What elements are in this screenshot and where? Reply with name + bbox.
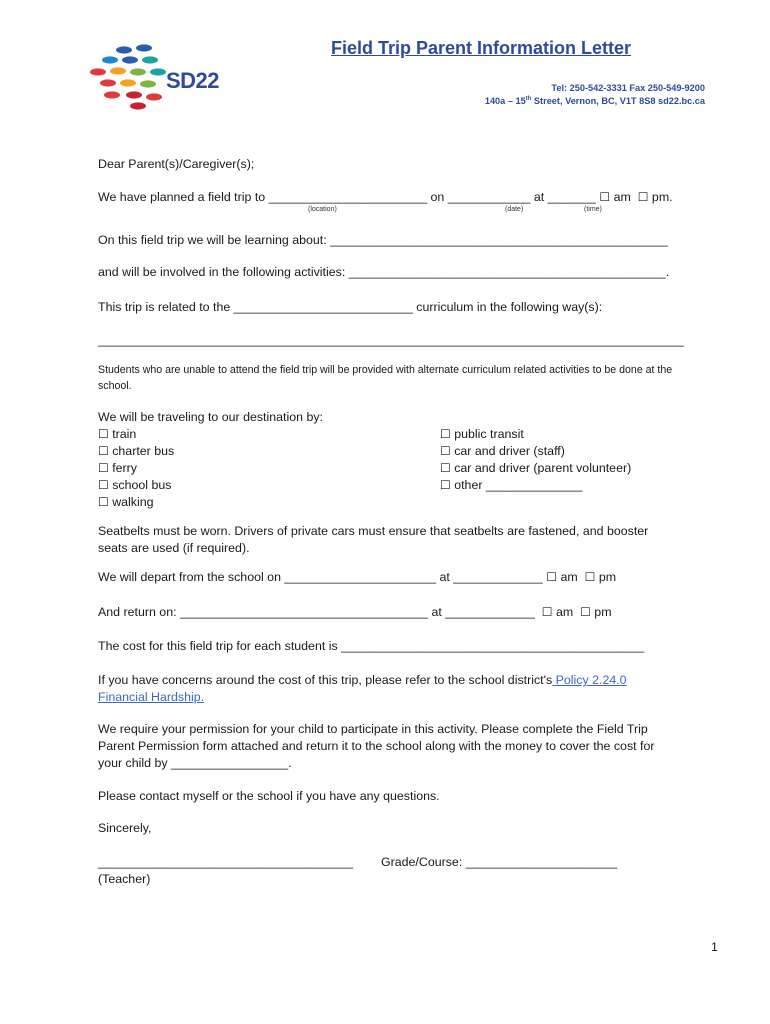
hint-date: (date)	[505, 206, 524, 213]
sd22-logo	[86, 42, 246, 114]
checkbox-icon: ☐	[440, 427, 451, 441]
transport-options-left	[98, 426, 174, 511]
checkbox-icon: ☐	[440, 461, 451, 475]
hint-location: (location)	[308, 206, 337, 213]
transport-option[interactable]: ☐ walking	[98, 495, 154, 509]
depart-am-checkbox[interactable]: ☐	[546, 570, 558, 584]
curriculum-blank-line: _____________________________________________________________________________________	[98, 333, 684, 347]
cost-concerns-paragraph: If you have concerns around the cost of this trip, please refer to the school district's Policy 2.24.0 Financial Hardship.	[98, 673, 627, 704]
policy-link[interactable]: Policy 2.24.0	[552, 673, 627, 687]
depart-pm-checkbox[interactable]: ☐	[584, 570, 596, 584]
activities-line: and will be involved in the following activities: ______________________________________________.	[98, 265, 670, 279]
checkbox-icon: ☐	[98, 495, 109, 509]
transport-option[interactable]: ☐ school bus	[98, 478, 172, 492]
transport-option[interactable]: ☐ train	[98, 427, 137, 441]
checkbox-icon: ☐	[440, 444, 451, 458]
checkbox-icon: ☐	[98, 444, 109, 458]
return-am-checkbox[interactable]: ☐	[541, 605, 553, 619]
transport-option[interactable]: ☐ ferry	[98, 461, 138, 475]
permission-paragraph: We require your permission for your child to participate in this activity. Please complete the Field Trip Parent Permission form attached and return it to the school along with the money to cover the cost for your child by _________________.	[98, 722, 655, 770]
financial-hardship-link[interactable]: Financial Hardship.	[98, 690, 205, 704]
transport-option[interactable]: ☐ car and driver (parent volunteer)	[440, 461, 632, 475]
signature-line: _____________________________________	[98, 855, 353, 869]
transport-option[interactable]: ☐ car and driver (staff)	[440, 444, 565, 458]
checkbox-icon: ☐	[98, 461, 109, 475]
seatbelt-notice: Seatbelts must be worn. Drivers of private cars must ensure that seatbelts are fastened, and booster seats are used (if required).	[98, 524, 649, 555]
checkbox-icon: ☐	[440, 478, 451, 492]
planned-trip-line: We have planned a field trip to _______________________ on ____________ at _______ ☐ am ☐ pm.	[98, 190, 673, 204]
logo-text: SD22	[166, 68, 220, 93]
teacher-label: (Teacher)	[98, 872, 151, 886]
pm-checkbox[interactable]: ☐	[637, 190, 649, 204]
contact-line: Please contact myself or the school if you have any questions.	[98, 789, 440, 803]
return-line: And return on: ____________________________________ at _____________ ☐ am ☐ pm	[98, 605, 612, 619]
transport-option[interactable]: ☐ other ______________	[440, 478, 583, 492]
transport-option[interactable]: ☐ charter bus	[98, 444, 175, 458]
travel-heading: We will be traveling to our destination by:	[98, 410, 323, 424]
cost-line: The cost for this field trip for each student is ____________________________________________	[98, 639, 645, 653]
alternate-activities-note: Students who are unable to attend the field trip will be provided with alternate curriculum related activities to be done at the school.	[98, 364, 673, 392]
page-number: 1	[711, 940, 718, 954]
contact-phone: Tel: 250-542-3331 Fax 250-549-9200	[551, 83, 705, 93]
learning-line: On this field trip we will be learning about: _________________________________________________	[98, 233, 668, 247]
contact-address: 140a – 15th Street, Vernon, BC, V1T 8S8 sd22.bc.ca	[484, 96, 705, 107]
salutation: Dear Parent(s)/Caregiver(s);	[98, 157, 255, 171]
grade-course-line: Grade/Course: ______________________	[381, 855, 618, 869]
curriculum-line: This trip is related to the __________________________ curriculum in the following way(s):	[98, 300, 603, 314]
transport-options-right	[440, 426, 631, 494]
checkbox-icon: ☐	[98, 478, 109, 492]
am-checkbox[interactable]: ☐	[599, 190, 611, 204]
closing: Sincerely,	[98, 821, 152, 835]
letter-title: Field Trip Parent Information Letter	[331, 38, 632, 58]
return-pm-checkbox[interactable]: ☐	[580, 605, 591, 619]
depart-line: We will depart from the school on ______________________ at _____________ ☐ am ☐ pm	[98, 570, 617, 584]
checkbox-icon: ☐	[98, 427, 109, 441]
transport-option[interactable]: ☐ public transit	[440, 427, 524, 441]
hint-time: (time)	[584, 206, 602, 213]
